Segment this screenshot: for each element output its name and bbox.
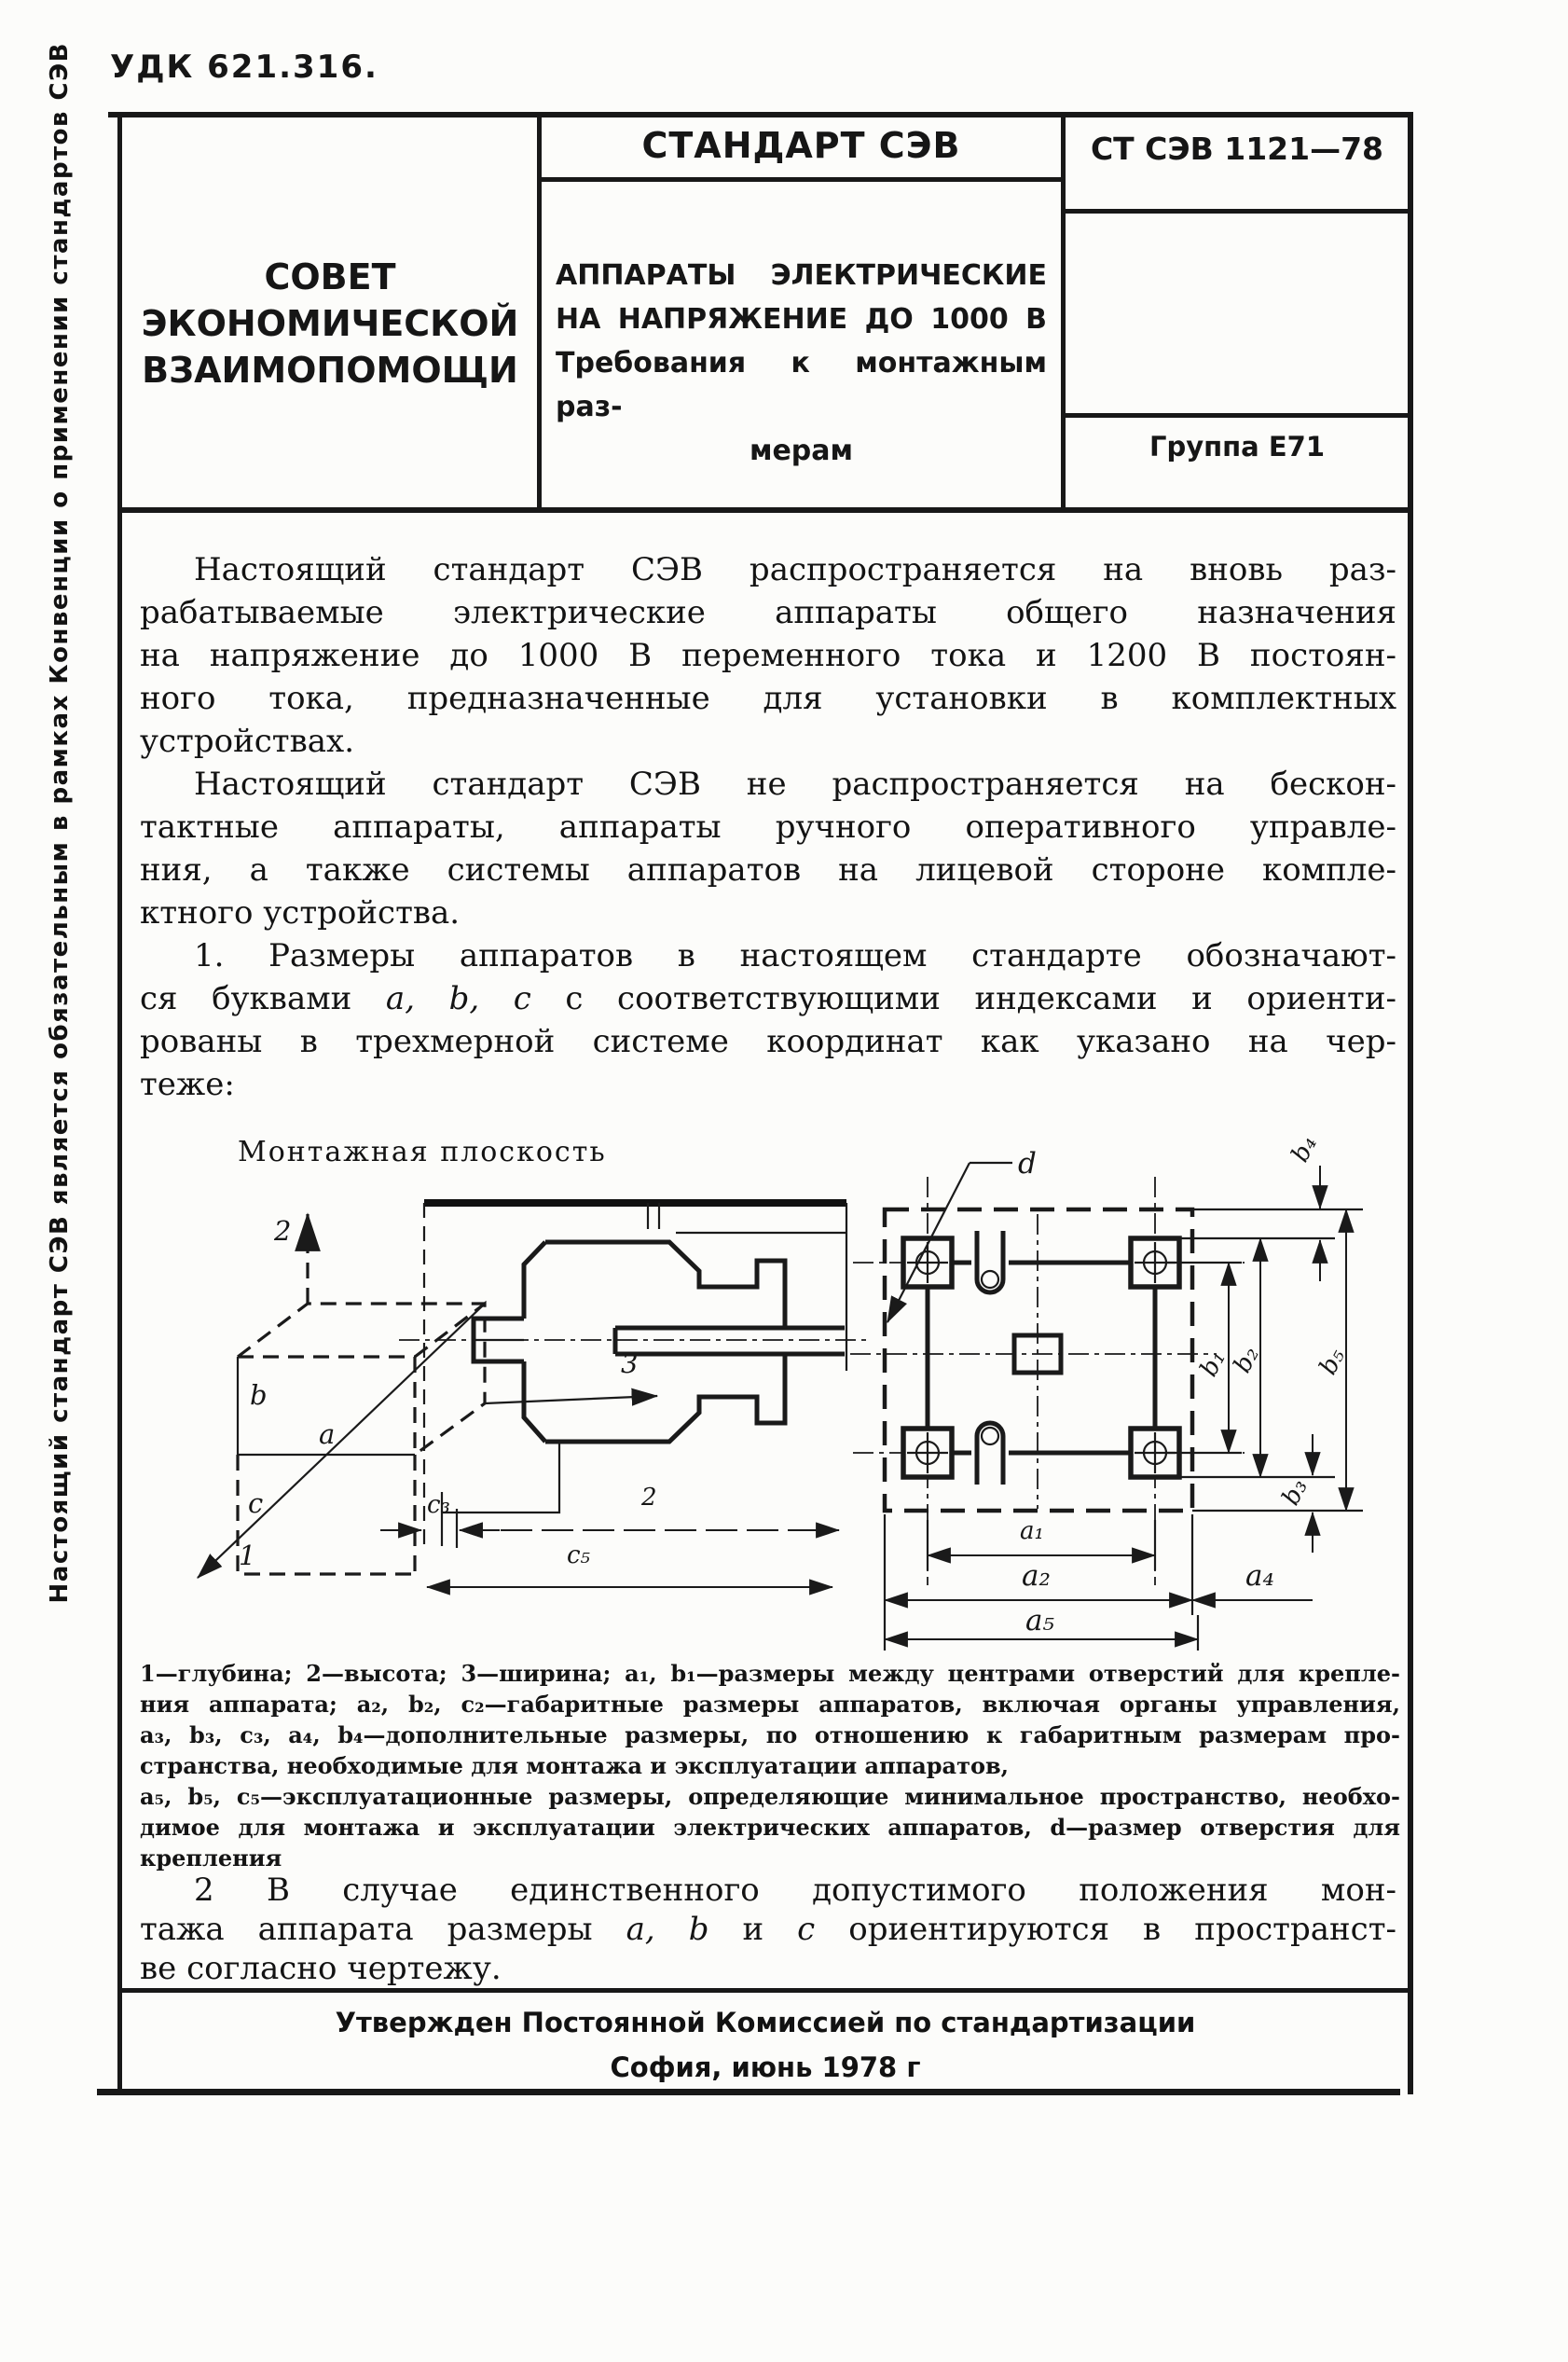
doc-type-underline	[537, 177, 1066, 182]
org-line: ЭКОНОМИЧЕСКОЙ	[141, 303, 519, 344]
dim-b5-label: b₅	[1314, 1344, 1351, 1380]
axis-2-label: 2	[274, 1215, 292, 1247]
code-underline	[1061, 209, 1413, 214]
paragraph-line: ся буквами a, b, c с соответствующими индексами и ориенти-	[140, 980, 1397, 1017]
doc-type: СТАНДАРТ СЭВ	[641, 125, 961, 166]
dim-a2-label: a₂	[1022, 1559, 1051, 1593]
paragraph-line: ного тока, предназначенные для установки в комплектных	[140, 680, 1396, 717]
dim-c3-label: c₃	[427, 1491, 450, 1519]
legend-line: странства, необходимые для монтажа и эксплуатации аппаратов,	[140, 1752, 1009, 1779]
side-view	[380, 1203, 869, 1587]
dim-b1-label: b₁	[1194, 1346, 1231, 1382]
paragraph-line: 2 В случае единственного допустимого положения мон-	[194, 1872, 1396, 1909]
paragraph-line: на напряжение до 1000 В переменного тока и 1200 В постоян-	[140, 637, 1396, 674]
dim-b3-label: b₃	[1276, 1474, 1314, 1511]
approval-statement: Утвержден Постоянной Комиссией по стандартизации	[335, 2007, 1196, 2038]
paragraph-line: ктного устройства.	[140, 894, 461, 932]
dim-b-label: b	[250, 1379, 268, 1411]
axis-3-label: 3	[621, 1347, 639, 1379]
axonometric-coordinate-box	[198, 1214, 657, 1578]
page-left-border	[117, 112, 122, 2094]
standard-code: СТ СЭВ 1121—78	[1090, 131, 1384, 167]
paragraph-line: 1. Размеры аппаратов в настоящем стандарте обозначают-	[194, 937, 1396, 974]
item-1-paragraph	[140, 934, 1396, 1106]
standard-group: Группа Е71	[1148, 431, 1326, 463]
paragraph-line: тажа аппарата размеры a, b и c ориентируются в пространст-	[140, 1911, 1396, 1948]
dim-a4-label: a₄	[1245, 1559, 1274, 1593]
dim-a-label: a	[319, 1418, 336, 1450]
legend-line: a₅, b₅, c₅—эксплуатационные размеры, определяющие минимальное пространство, необхо-	[140, 1783, 1400, 1810]
dim-c5-label: c₅	[567, 1541, 590, 1569]
dim-a1-label: a₁	[1020, 1517, 1044, 1545]
paragraph-line: теже:	[140, 1066, 235, 1103]
sidebar-vertical-note	[37, 42, 82, 1604]
paragraph-line: рабатываемые электрические аппараты общего назначения	[140, 594, 1396, 631]
footer-top-rule	[117, 1988, 1413, 1993]
paragraph-line: Настоящий стандарт СЭВ не распространяется на бескон-	[194, 766, 1396, 803]
figure-caption: Монтажная плоскость	[238, 1136, 607, 1168]
group-overline	[1061, 413, 1413, 418]
axis-1-label: 1	[239, 1540, 256, 1571]
legend-line: крепления	[140, 1844, 282, 1872]
org-line: ВЗАИМОПОМОЩИ	[142, 350, 518, 391]
item-2-paragraph	[140, 1871, 1396, 1988]
table-bottom-rule	[117, 507, 1413, 513]
technical-drawing	[131, 1100, 1426, 1678]
title-line: НА НАПРЯЖЕНИЕ ДО 1000 В	[556, 303, 1047, 336]
dim-a5-label: a₅	[1025, 1604, 1054, 1637]
legend-line: 1—глубина; 2—высота; 3—ширина; a₁, b₁—размеры между центрами отверстий для крепле-	[140, 1660, 1400, 1687]
sidebar-vertical-note-text: Настоящий стандарт СЭВ является обязательным в рамках Конвенции о применении стандартов СЭВ	[46, 42, 74, 1604]
paragraph-line: ве согласно чертежу.	[140, 1950, 502, 1987]
paragraph-line: тактные аппараты, аппараты ручного оперативного управле-	[140, 808, 1396, 846]
dim-b2-label: b₂	[1228, 1342, 1265, 1378]
dim-c-label: c	[248, 1487, 264, 1519]
paragraph-line: устройствах.	[140, 723, 354, 760]
org-line: СОВЕТ	[264, 256, 396, 297]
intro-paragraph	[140, 548, 1396, 763]
approval-place-date: София, июнь 1978 г	[610, 2051, 921, 2083]
legend-line: ния аппарата; a₂, b₂, c₂—габаритные размеры аппаратов, включая органы управления,	[140, 1691, 1400, 1718]
organization-name	[123, 254, 537, 394]
mounting-hole-bottom-left	[903, 1429, 952, 1477]
front-view	[850, 1131, 1363, 1651]
paragraph-line: ния, а также системы аппаратов на лицевой стороне компле-	[140, 851, 1396, 889]
figure-legend	[140, 1658, 1400, 1873]
paragraph-line: Настоящий стандарт СЭВ распространяется на вновь раз-	[194, 551, 1396, 588]
title-line: Требования к монтажным раз-	[556, 347, 1047, 423]
page-bottom-rule	[97, 2089, 1400, 2095]
legend-line: a₃, b₃, c₃, a₄, b₄—дополнительные размеры, по отношению к габаритным размерам про-	[140, 1721, 1400, 1748]
dim-2-label: 2	[641, 1484, 657, 1512]
udk-number: УДК 621.316.	[110, 48, 378, 86]
paragraph-line: рованы в трехмерной системе координат как указано на чер-	[140, 1023, 1396, 1060]
title-line: мерам	[749, 435, 854, 467]
table-top-rule	[108, 112, 1413, 117]
table-divider-1	[537, 112, 542, 513]
legend-line: димое для монтажа и эксплуатации электрических аппаратов, d—размер отверстия для	[140, 1814, 1400, 1841]
dim-b4-label: b₄	[1286, 1131, 1323, 1167]
title-line: АППАРАТЫ ЭЛЕКТРИЧЕСКИЕ	[556, 259, 1047, 292]
dim-d-label: d	[1018, 1147, 1037, 1181]
scope-exclusion-paragraph	[140, 763, 1396, 934]
standard-title	[556, 254, 1047, 473]
